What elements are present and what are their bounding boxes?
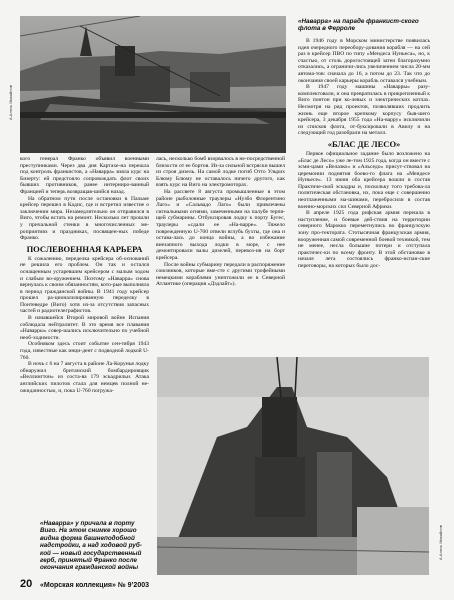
col3-paragraph: В апреле 1925 года рифская армия перешла в наступление, и боевые дей-ствия на территории северного Марокко переметнулись во французскую зону про-тектората. Стотысячная французская армия, вооруженная самой современной боевой техникой, тем не менее, несла большие потери и отступала практичес-ки по всему фронту. В этой обстановке в начале лета состоялись франко-испан-ские переговоры, на которых было дос- xyxy=(298,210,430,269)
photo-credit-bottom: А.Алесь Михайлов xyxy=(438,525,443,560)
col1-paragraph: Особняком здесь стоит событие сен-тября 1943 года, известные как инци-дент с подводной лодкой U-760. xyxy=(20,341,149,361)
photo-cruiser-parade xyxy=(20,16,286,153)
col1-paragraph: В ночь с 6 на 7 августа в районе Ла-Корунья лодку обнаружил британский бомбардировщик «Веллингтон» из соста-ва 179 эскадрильи. Атака английских пилотов стала для немцев полной не-ожиданностью, и, пока U-760 погружа- xyxy=(20,361,149,394)
col2-paragraph: После войны субмарину передали в распоряжение союзников, которые вме-сте с другими трофейными немецкими кораблями уничтожили ее в Северной Атлантике (операция «Дэдлайт»). xyxy=(156,261,285,288)
caption-bottom: «Наварра» у причала в порту Виго. На этом снимке хорошо видна форма башнеподобной надстройки, а над ходовой руб-кой — новый государственный герб, принятый Франко после окончания гражданской войны xyxy=(40,520,142,572)
page-number: 20 xyxy=(20,578,33,590)
col3-paragraph: В 1947 году машины «Наварры» разу-комплектовали, и она превратилась в прикрепленный к Виго понтон при ко-левых и электрических котлах. Несмотря на ряд проектов, позволявших продлить жизнь еще второе крепкому корпусу быв-шего крейсера, 3 декабря 1955 года «На-варру» исключили из списков флота, от-буксировали в Авилу и на следующий год разобрали на металл. xyxy=(298,84,430,137)
column-middle xyxy=(156,156,285,288)
caption-top: «Наварра» на параде франкист-ского флота в Ферроле xyxy=(298,18,419,33)
col1-intro: кого генерал Франко объявил военными преступниками. Через два дня Картахе-на перешла под контроль франкистов, а «Наварра» взяла курс на Бизерту: ей предстояло сопровождать флот своих бывших противников, ранее интерниро-ванный Францией и теперь возвращав-шийся назад. xyxy=(20,156,149,195)
column-left xyxy=(20,156,149,394)
cruiser-parade-image xyxy=(20,16,286,153)
col2-paragraph: лась, несколько бомб взорвалось в не-посредственной близости от ее бортов. Из-за сильной встряски вышел из строя дизель. На самой лодке погиб Отто Ульрих Блюму Блюму не оставалось ничего другого, как взять курс на Виго на электромоторах. xyxy=(156,156,285,189)
col2-paragraph: На рассвете 8 августа промышленные в этом районе рыболовные траулеры «Нузбо Флорентино Лаго» и «Сальвадо Лаго» были привлечены сигнальными огнями, замеченными на палубе терпя-щей субмарины. Отбуксировав лодку к порту Бугес, траулеры «сдали ее «На-варре». Тяжело поврежденную U-760 отвели вглубь бухты, где она и остава-лась до конца войны, а во избежание внезапного выхода лодки в море, с нее демонтировали валы дизелей, перевоз-ив на борт крейсера. xyxy=(156,188,285,261)
column-right xyxy=(298,38,430,270)
section-heading-blas-de-lezo: «БЛАС ДЕ ЛЕСО» xyxy=(327,138,401,149)
col1-paragraph: В начавшейся Второй мировой войне Испания соблюдала нейтралитет. В это время все плавания «Наварры» совер-шались исключительно по учебной необ-ходимости. xyxy=(20,315,149,341)
journal-title: «Морская коллекция» № 9’2003 xyxy=(40,582,149,589)
col1-paragraph: К сожалению, переделка крейсера об-оснований не решила его проблем. Он так и остался оснащенным устаревшим крейсером с малым ходом и слабым во-оружением. Поэтому «Наварра» снова вернулась к своим обязанностям, кото-рые выполняла в период гражданской войны. В 1941 году крейсер прошел ра-ционализированную переделку в Понтеведре (Виго) хотя из-за отсутствия запасных частей и радиотелеграфистов. xyxy=(20,255,149,315)
section-heading-postwar: ПОСЛЕВОЕННАЯ КАРЬЕРА xyxy=(26,243,143,254)
photo-credit-top: А.Алесь Михайлов xyxy=(8,85,13,120)
photo-cruiser-vigo xyxy=(157,357,429,575)
col3-paragraph: Первое официальное задание было возложено на «Блас де Лесо» уже ле-том 1925 года, когда он вместе с эсми-цами «Велазко» и «Альседо» присут-ствовал на церемонии поднятия боево-го флага на «Мендесе Нуньесе». 13 июня оба крейсера вошли в состав Практиче-ской эскадры и, поскольку того требова-ла политическая обстановка, их, пока еще с совершенно неотлаженными ма-шинами, перебросили в состав военно-морских сил Северной Африки. xyxy=(298,150,430,210)
col1-paragraph: На обратном пути после остановки в Пальме крейсер перешел в Кадис, где и встретил известие о заключении мира. Незамедлительно он отправился в Виго, чтобы встать на ремонт. Несколько лет прошли у причальной стенки в многочисленных ме-роприятиях и праздниках, посвящен-ных победе Франко. xyxy=(20,195,149,242)
cruiser-vigo-image xyxy=(157,357,429,575)
col3-paragraph: В 1946 году в Морском министерстве появилась идея очередного переобору-дования корабля — на сей раз в крейсер ПВО по типу «Мендеса Нуньеса», но, к счастью, от столь дорогостоящей затеи благоразумно отказались, а ограничи-лись увеличением числа 20-мм автома-тов: сначала до 16, а потом до 23. Так что до окончания своей карьеры корабль оставался учебным. xyxy=(298,38,430,84)
